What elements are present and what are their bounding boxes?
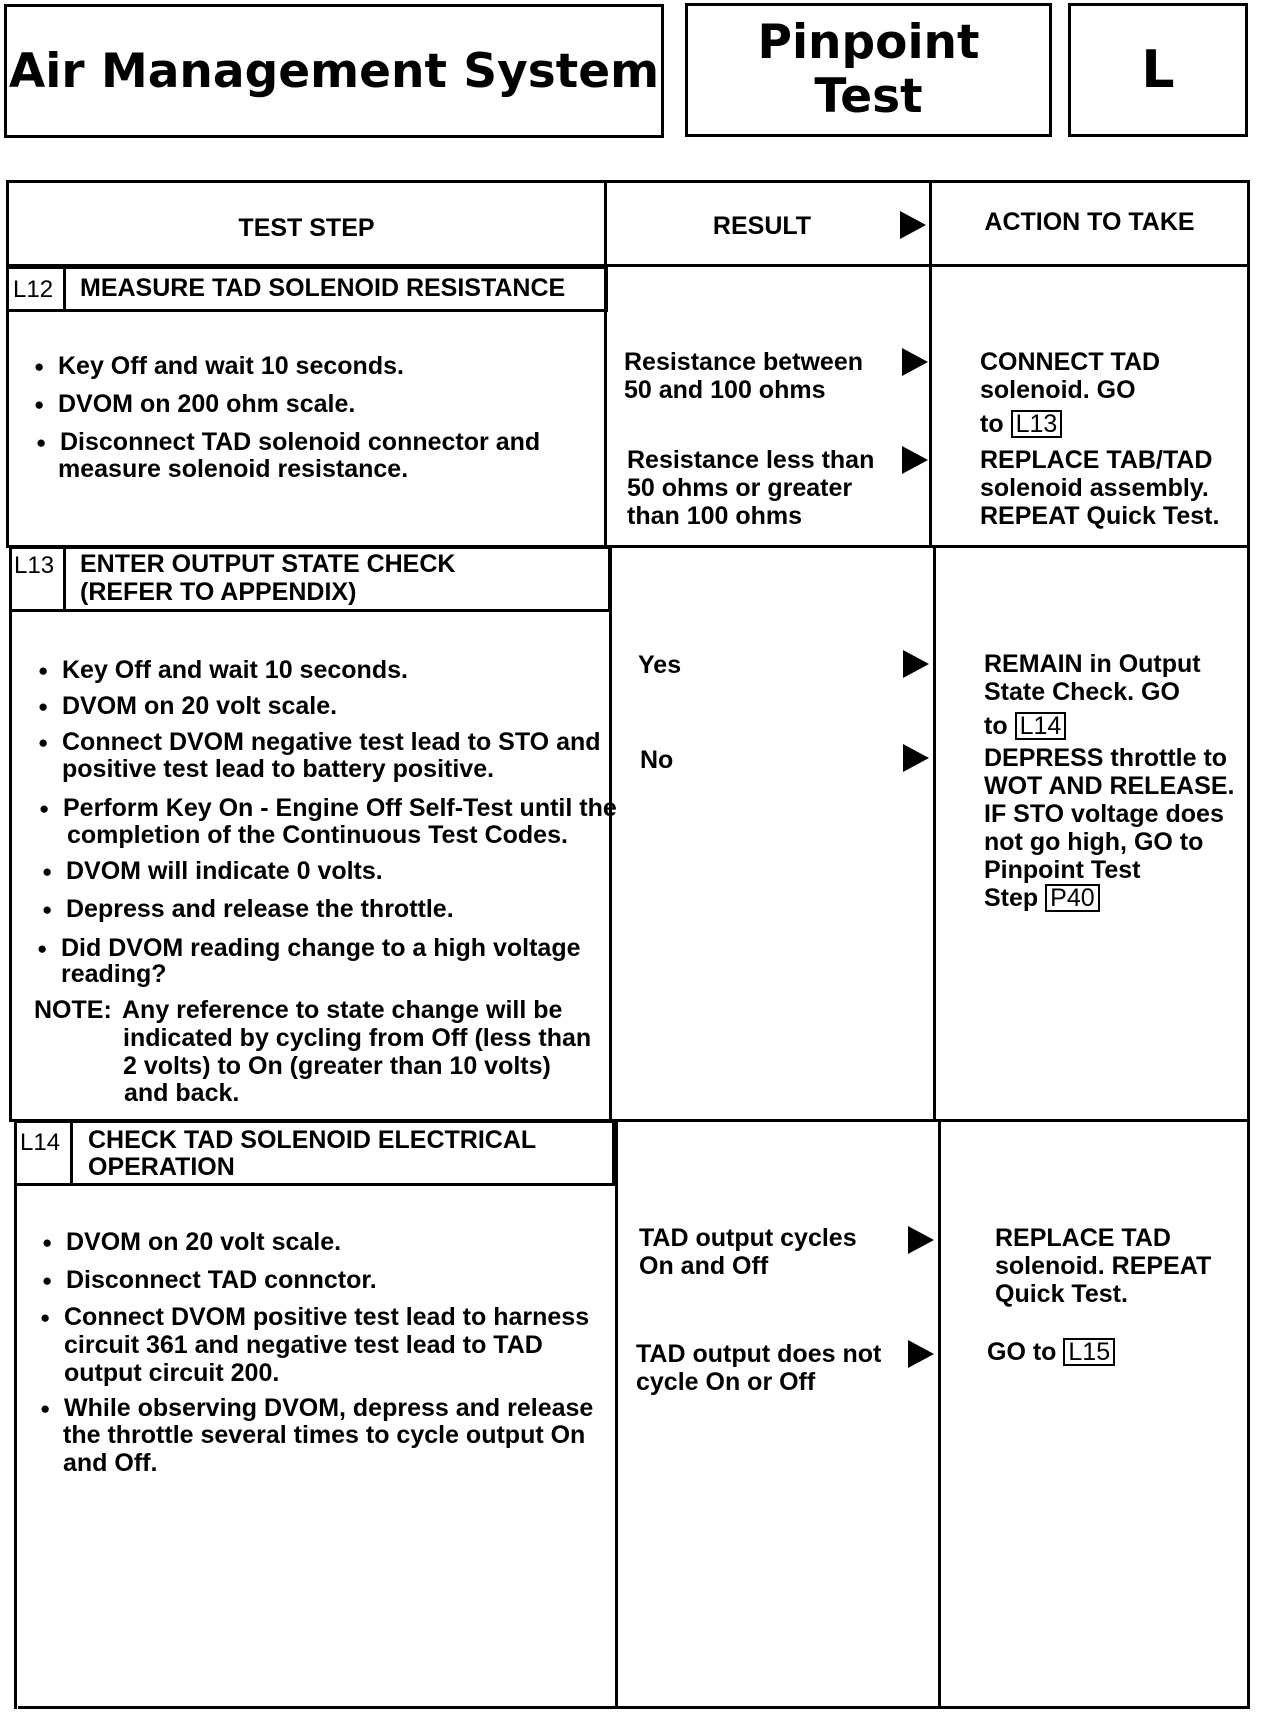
step-l12-action-2-line1: REPLACE TAB/TAD: [980, 446, 1213, 474]
step-l12-action-2-line2: solenoid assembly.: [980, 474, 1209, 502]
step-l14-bullet-1: ● DVOM on 20 volt scale.: [66, 1228, 341, 1256]
step-l13-bullet-3-cont: positive test lead to battery positive.: [62, 755, 495, 783]
step-l13-action-no-line3: IF STO voltage does: [984, 800, 1224, 828]
step-l14-title-line2: OPERATION: [88, 1153, 235, 1181]
step-ref-p40[interactable]: P40: [1045, 884, 1099, 912]
step-l13-action-yes-line1: REMAIN in Output: [984, 650, 1201, 678]
step-l13-bullet-7-cont: reading?: [61, 960, 167, 988]
step-l12-title: MEASURE TAD SOLENOID RESISTANCE: [80, 274, 566, 302]
step-l13-note-line2: indicated by cycling from Off (less than: [123, 1024, 592, 1052]
step-l13-bullet-4-cont: completion of the Continuous Test Codes.: [67, 821, 568, 849]
step-l14-result-1-line1: TAD output cycles: [639, 1224, 857, 1252]
col-separator-1b: [609, 548, 612, 1122]
step-l14-bullet-3-cont-1: circuit 361 and negative test lead to TAD: [64, 1331, 543, 1359]
step-l13-action-no-line5: Pinpoint Test: [984, 856, 1141, 884]
step-l13-note-line3: 2 volts) to On (greater than 10 volts): [123, 1052, 551, 1080]
step-l12-bullet-1: ● Key Off and wait 10 seconds.: [58, 352, 404, 380]
step-l13-action-no-line6: [984, 884, 1100, 912]
step-l12-bullet-3-cont: measure solenoid resistance.: [58, 455, 409, 483]
table-top-border: [6, 180, 1250, 183]
system-title-text: Air Management System: [8, 43, 660, 99]
step-l14-result-1-line2: On and Off: [639, 1252, 769, 1280]
test-letter-text: L: [1141, 40, 1175, 100]
step-l14-result-1-arrow-icon: [908, 1226, 934, 1254]
step-l13-note-label: NOTE:: [34, 996, 112, 1024]
step-l13-note-line1: Any reference to state change will be: [122, 996, 563, 1024]
step-l12-id-divider: [63, 266, 66, 312]
step-l13-action-no-step: Step: [984, 884, 1039, 912]
step-l13-title-line2: (REFER TO APPENDIX): [80, 578, 357, 606]
step-ref-l15[interactable]: L15: [1063, 1338, 1115, 1366]
col-separator-2b: [933, 548, 936, 1122]
step-l12-result-1-arrow-icon: [902, 348, 928, 376]
step-l14-result-2-arrow-icon: [908, 1340, 934, 1368]
step-l13-result-no-arrow-icon: [903, 744, 929, 772]
test-title-line1: Pinpoint: [757, 15, 980, 70]
step-l14-bullet-3: ● Connect DVOM positive test lead to harness: [64, 1303, 589, 1331]
step-l12-bullet-2: ● DVOM on 200 ohm scale.: [58, 390, 355, 418]
test-title: [685, 3, 1052, 137]
step-l12-result-1-line1: Resistance between: [624, 348, 863, 376]
col-header-test-step: TEST STEP: [238, 214, 375, 242]
col-header-action: ACTION TO TAKE: [984, 208, 1195, 236]
table-left-border-3: [14, 1122, 17, 1709]
step-l12-result-2-line3: than 100 ohms: [627, 502, 803, 530]
step-l12-id: L12: [13, 276, 54, 303]
step-l14-bullet-2: ● Disconnect TAD connctor.: [66, 1266, 377, 1294]
step-l14-id: L14: [20, 1129, 61, 1156]
step-l13-id: L13: [14, 552, 55, 579]
step-l13-bullet-7: ● Did DVOM reading change to a high voltage: [61, 934, 581, 962]
step-l13-result-yes-arrow-icon: [903, 650, 929, 678]
step-l14-action-1-line2: solenoid. REPEAT: [995, 1252, 1212, 1280]
col-separator-2c: [938, 1122, 941, 1709]
step-l13-action-yes-line3: [984, 712, 1066, 740]
step-l13-id-divider: [63, 546, 66, 612]
step-l14-action-1-line1: REPLACE TAD: [995, 1224, 1171, 1252]
system-title: [4, 4, 664, 138]
col-header-result: RESULT: [712, 212, 812, 240]
step-l14-title-line1: CHECK TAD SOLENOID ELECTRICAL: [88, 1126, 537, 1154]
col-separator-1c: [615, 1122, 618, 1709]
step-l12-result-2-arrow-icon: [902, 446, 928, 474]
step-l13-note-line4: and back.: [124, 1079, 240, 1107]
step-l13-bullet-3: ● Connect DVOM negative test lead to STO and: [62, 728, 601, 756]
step-l14-bullet-4: ● While observing DVOM, depress and release: [64, 1394, 593, 1422]
step-l13-action-yes-line2: State Check. GO: [984, 678, 1180, 706]
step-l13-bullet-4: ● Perform Key On - Engine Off Self-Test until the: [63, 794, 617, 822]
step-l14-id-divider: [70, 1120, 73, 1186]
step-l13-bullet-6: ● Depress and release the throttle.: [66, 895, 454, 923]
step-l14-bullet-4-cont-1: the throttle several times to cycle output On: [63, 1421, 586, 1449]
step-l12-result-2-line2: 50 ohms or greater: [627, 474, 853, 502]
table-left-border-2: [9, 548, 12, 1122]
step-l12-action-1-to: to: [980, 410, 1004, 438]
step-l12-result-2-line1: Resistance less than: [627, 446, 875, 474]
step-l14-bullet-4-cont-2: and Off.: [63, 1449, 158, 1477]
step-l13-action-no-line2: WOT AND RELEASE.: [984, 772, 1235, 800]
step-l14-action-2-goto: GO to: [987, 1338, 1057, 1366]
step-l14-result-2-line1: TAD output does not: [636, 1340, 882, 1368]
step-l13-result-yes: Yes: [638, 651, 682, 679]
step-l12-bullet-3: ● Disconnect TAD solenoid connector and: [60, 428, 540, 456]
step-l14-action-1-line3: Quick Test.: [995, 1280, 1128, 1308]
step-l13-action-no-line1: DEPRESS throttle to: [984, 744, 1228, 772]
result-arrow-icon: [900, 211, 926, 239]
step-l13-bullet-1: ● Key Off and wait 10 seconds.: [62, 656, 408, 684]
step-l12-action-1-line1: CONNECT TAD: [980, 348, 1161, 376]
table-right-border: [1247, 180, 1250, 1709]
step-l12-action-2-line3: REPEAT Quick Test.: [980, 502, 1220, 530]
step-l12-action-1-line3: [980, 410, 1062, 438]
step-l14-bullet-3-cont-2: output circuit 200.: [64, 1359, 280, 1387]
step-ref-l14[interactable]: L14: [1015, 712, 1067, 740]
step-l13-bullet-2: ● DVOM on 20 volt scale.: [62, 692, 337, 720]
step-l14-action-2-line1: [987, 1338, 1115, 1366]
step-l13-action-yes-to: to: [984, 712, 1008, 740]
step-l13-bullet-5: ● DVOM will indicate 0 volts.: [66, 857, 383, 885]
test-letter: [1068, 3, 1248, 137]
test-title-line2: Test: [814, 69, 923, 124]
table-bottom-border: [18, 1706, 1250, 1709]
step-l12-result-1-line2: 50 and 100 ohms: [624, 376, 826, 404]
step-ref-l13[interactable]: L13: [1011, 410, 1063, 438]
step-l13-result-no: No: [640, 746, 674, 774]
step-l12-action-1-line2: solenoid. GO: [980, 376, 1136, 404]
step-l13-title-line1: ENTER OUTPUT STATE CHECK: [80, 550, 456, 578]
step-l14-result-2-line2: cycle On or Off: [636, 1368, 816, 1396]
step-l13-action-no-line4: not go high, GO to: [984, 828, 1204, 856]
